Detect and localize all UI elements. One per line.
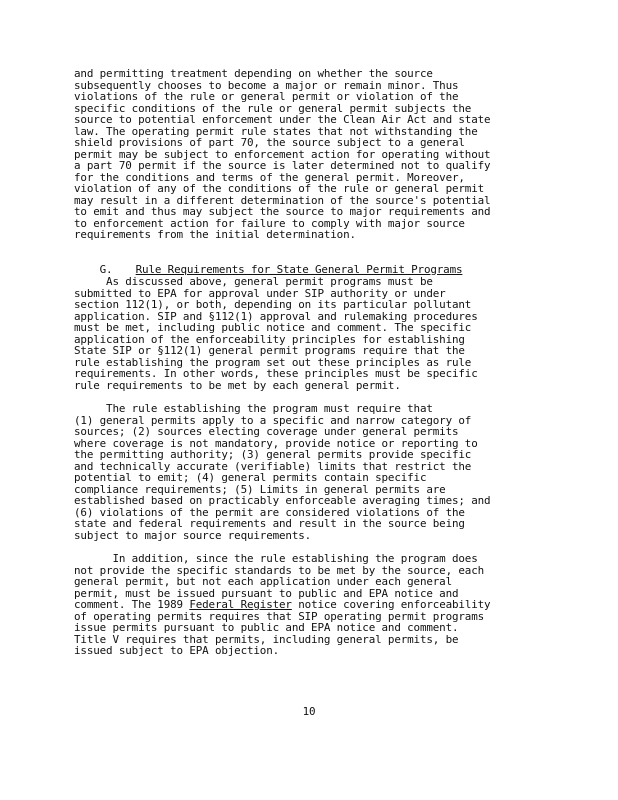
text-line: issued subject to EPA objection.: [74, 644, 280, 657]
text-line: In addition, since the rule establishing the program does: [74, 552, 478, 565]
text-line: source to potential enforcement under the Clean Air Act and state: [74, 113, 491, 126]
text-line: may result in a different determination of the source's potential: [74, 193, 491, 207]
page-number: 10: [302, 705, 316, 718]
text-line: where coverage is not mandatory, provide notice or reporting to: [74, 436, 478, 450]
paragraph-4: [74, 553, 554, 657]
text-line: permit, must be issued pursuant to public and EPA notice and: [74, 586, 459, 600]
text-line: and permitting treatment depending on whether the source: [74, 67, 433, 80]
text-line: general permit, but not each application under each general: [74, 575, 452, 588]
text-line: subsequently chooses to become a major or remain minor. Thus: [74, 78, 459, 92]
section-letter: G.: [99, 262, 113, 276]
text-line: sources; (2) sources electing coverage under general permits: [74, 425, 459, 438]
text-line: and technically accurate (verifiable) limits that restrict the: [74, 459, 472, 473]
text-line: rule requirements to be met by each general permit.: [74, 378, 401, 392]
text-line: requirements from the initial determination.: [74, 228, 356, 241]
text-line: shield provisions of part 70, the source subject to a general: [74, 136, 465, 149]
text-line: established based on practicably enforceable averaging times; and: [74, 494, 491, 507]
text-line: (6) violations of the permit are considered violations of the: [74, 505, 465, 519]
text-line: subject to major source requirements.: [74, 528, 312, 542]
text-line: application of the enforceability principles for establishing: [74, 332, 465, 346]
text-line: submitted to EPA for approval under SIP authority or under: [74, 286, 446, 300]
text-line: [74, 599, 554, 611]
text-line: section 112(1), or both, depending on its particular pollutant: [74, 298, 472, 311]
text-line: not provide the specific standards to be met by the source, each: [74, 563, 485, 577]
text-line: to emit and thus may subject the source to major requirements and: [74, 205, 491, 218]
ref-after: notice covering enforceability: [291, 598, 491, 611]
text-line: violations of the rule or general permit or violation of the: [74, 90, 459, 103]
text-line: to enforcement action for failure to comply with major source: [74, 216, 465, 230]
text-line: State SIP or §112(1) general permit programs require that the: [74, 344, 465, 357]
text-line: a part 70 permit if the source is later determined not to qualify: [74, 159, 491, 172]
text-line: As discussed above, general permit programs must be: [74, 275, 433, 288]
text-line: potential to emit; (4) general permits contain specific: [74, 471, 427, 484]
text-line: law. The operating permit rule states that not withstanding the: [74, 124, 478, 138]
paragraph-2: [74, 276, 554, 391]
text-line: must be met, including public notice and comment. The specific: [74, 321, 472, 334]
text-line: The rule establishing the program must require that: [74, 402, 433, 415]
text-line: permit may be subject to enforcement action for operating without: [74, 147, 491, 161]
text-line: Title V requires that permits, including general permits, be: [74, 632, 459, 646]
text-line: compliance requirements; (5) Limits in general permits are: [74, 482, 446, 496]
paragraph-3: [74, 403, 554, 541]
section-title: Rule Requirements for State General Permit Programs: [135, 262, 463, 276]
text-line: application. SIP and §112(1) approval and rulemaking procedures: [74, 309, 478, 323]
text-line: (1) general permits apply to a specific and narrow category of: [74, 413, 472, 427]
paragraph-1: [74, 68, 554, 241]
text-line: of operating permits requires that SIP operating permit programs: [74, 609, 485, 623]
text-line: the permitting authority; (3) general permits provide specific: [74, 448, 472, 461]
text-line: requirements. In other words, these principles must be specific: [74, 367, 478, 380]
text-line: for the conditions and terms of the general permit. Moreover,: [74, 170, 465, 184]
ref-before: comment. The 1989: [74, 598, 190, 611]
text-line: specific conditions of the rule or general permit subjects the: [74, 101, 472, 115]
text-line: issue permits pursuant to public and EPA notice and comment.: [74, 621, 459, 634]
text-line: rule establishing the program set out these principles as rule: [74, 355, 472, 369]
federal-register-citation: Federal Register: [189, 598, 292, 611]
text-line: state and federal requirements and result in the source being: [74, 517, 465, 530]
text-line: violation of any of the conditions of the rule or general permit: [74, 182, 485, 195]
